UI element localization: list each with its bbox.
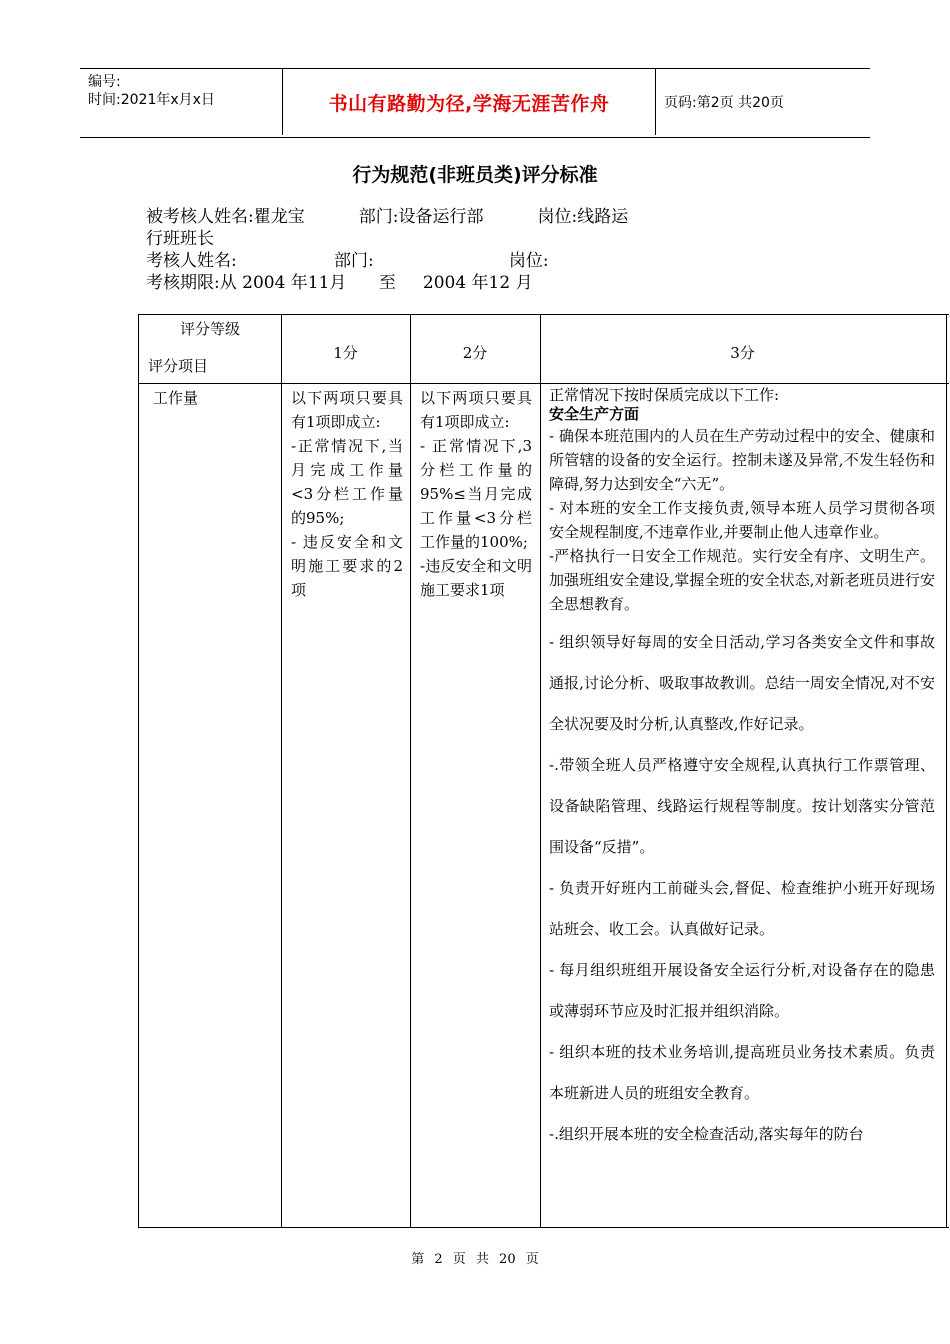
item-label: 评分项目: [148, 357, 209, 375]
score-2-criteria: 以下两项只要具有1项即成立: - 正常情况下,3分栏工作量的95%≤当月完成工作量<3分栏工作量的100%; -违反安全和文明施工要求1项: [420, 389, 532, 599]
col-divider-3: [540, 315, 541, 1227]
score-3-para: -.组织开展本班的安全检查活动,落实每年的防台: [549, 1125, 864, 1143]
col-header-1: 1分: [333, 344, 358, 362]
col-divider-2: [410, 315, 411, 1227]
time-label: 时间:2021年x月x日: [88, 92, 215, 108]
score-3-subheading: 安全生产方面: [549, 405, 640, 423]
score-3-intro: 正常情况下按时保质完成以下工作:: [549, 386, 780, 404]
motto-box: [282, 69, 656, 135]
score-3-para: - 负责开好班内工前碰头会,督促、检查维护小班开好现场站班会、收工会。认真做好记录。: [549, 879, 935, 938]
score-3-para: - 组织领导好每周的安全日活动,学习各类安全文件和事故通报,讨论分析、吸取事故教训。总结一周安全情况,对不安全状况要及时分析,认真整改,作好记录。: [549, 633, 935, 733]
score-3-para: - 每月组织班组开展设备安全运行分析,对设备存在的隐患或薄弱环节应及时汇报并组织消除。: [549, 961, 935, 1020]
col-divider-1: [281, 315, 282, 1227]
motto-text: 书山有路勤为径,学海无涯苦作舟: [328, 92, 610, 115]
serial-label: 编号:: [88, 74, 121, 90]
examinee-line-cont: 行班班长: [146, 229, 214, 249]
col-header-2: 2分: [462, 344, 488, 362]
score-3-para: - 组织本班的技术业务培训,提高班员业务技术素质。负责本班新进人员的班组安全教育。: [549, 1043, 935, 1102]
document-header: [80, 68, 870, 138]
grade-label: 评分等级: [180, 320, 241, 338]
examiner-line: 考核人姓名: 部门: 岗位:: [146, 251, 549, 271]
score-3-para: -.带领全班人员严格遵守安全规程,认真执行工作票管理、设备缺陷管理、线路运行规程等制度。按计划落实分管范围设备“反措”。: [549, 756, 935, 856]
page-info: 页码:第2页 共20页: [664, 95, 784, 111]
header-row-divider: [139, 383, 949, 384]
score-3-criteria: [549, 386, 935, 1155]
score-3-para: -严格执行一日安全工作规范。实行安全有序、文明生产。加强班组安全建设,掌握全班的安全状态,对新老班员进行安全思想教育。: [549, 547, 935, 613]
period-line: 考核期限:从 2004 年11月 至 2004 年12 月: [146, 273, 533, 293]
page-footer: 第 2 页 共 20 页: [411, 1252, 539, 1267]
col-divider-4: [946, 315, 947, 1227]
header-meta: [88, 73, 288, 109]
score-1-criteria: 以下两项只要具有1项即成立: -正常情况下,当月完成工作量<3分栏工作量的95%; - 违反安全和文明施工要求的2项: [291, 389, 403, 599]
document-title: 行为规范(非班员类)评分标准: [352, 164, 598, 186]
examinee-line: 被考核人姓名:瞿龙宝 部门:设备运行部 岗位:线路运: [146, 207, 629, 227]
score-3-para: - 确保本班范围内的人员在生产劳动过程中的安全、健康和所管辖的设备的安全运行。控制未遂及异常,不发生轻伤和障碍,努力达到安全“六无”。: [549, 427, 935, 493]
row-item-label: 工作量: [153, 389, 199, 407]
score-3-para: - 对本班的安全工作支接负责,领导本班人员学习贯彻各项安全规程制度,不违章作业,并要制止他人违章作业。: [549, 499, 935, 541]
col-header-3: 3分: [730, 344, 755, 362]
